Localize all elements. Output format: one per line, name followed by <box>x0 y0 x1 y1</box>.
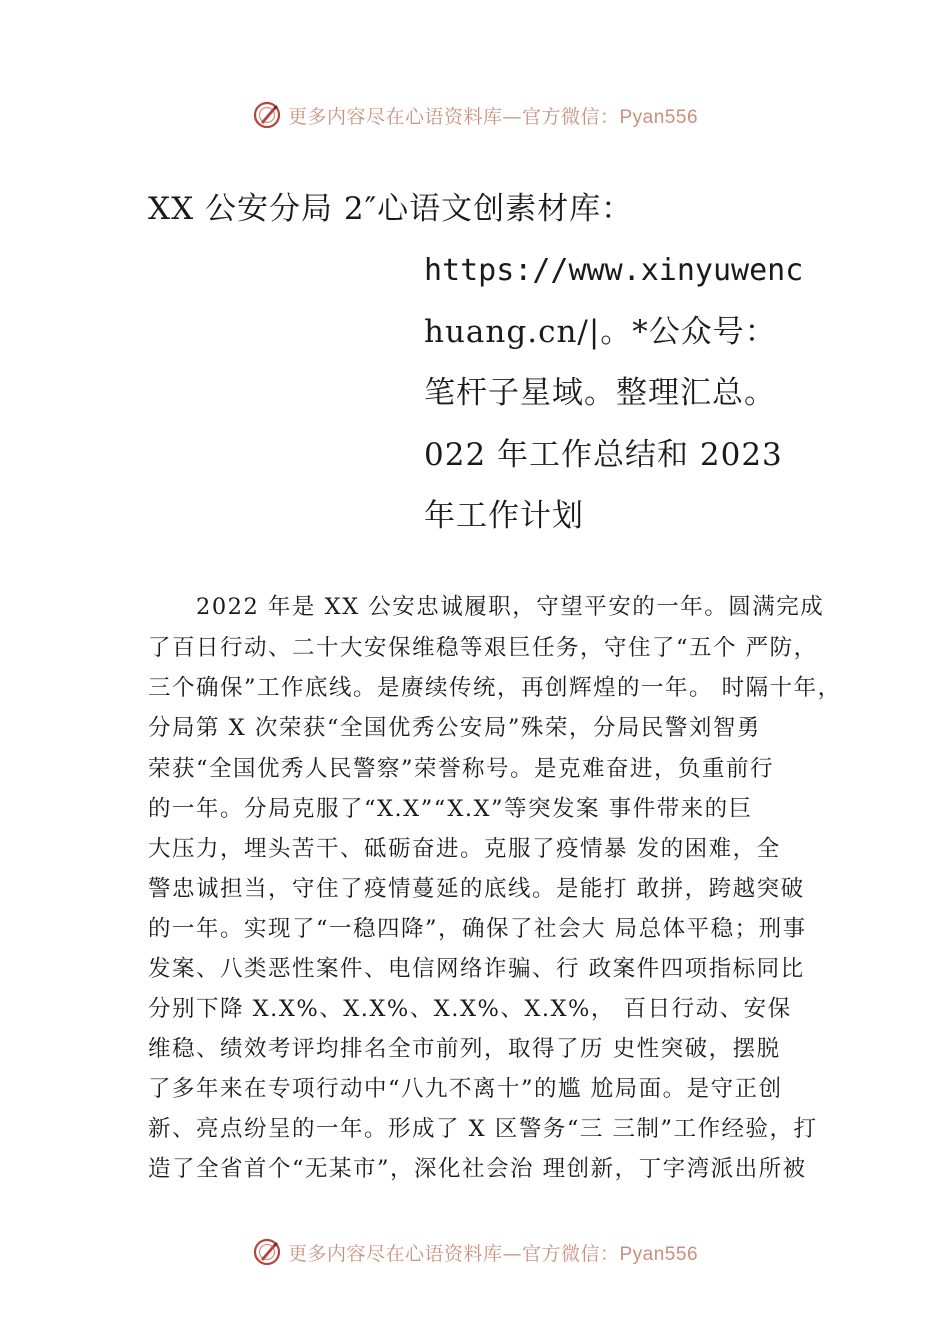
body-line: 造了全省首个“无某市”，深化社会治 理创新，丁字湾派出所被 <box>148 1156 807 1182</box>
title-line-2: https://www.xinyuwenc <box>424 253 804 288</box>
title-line-1: XX 公安分局 2″心语文创素材库： <box>148 191 634 227</box>
body-line: 三个确保”工作底线。是赓续传统，再创辉煌的一年。 时隔十年， <box>148 675 842 701</box>
body-line: 了百日行动、二十大安保维稳等艰巨任务，守住了“五个 严防， <box>148 635 818 661</box>
title-line-5: 022 年工作总结和 2023 <box>424 437 783 473</box>
body-line: 发案、八类恶性案件、电信网络诈骗、行 政案件四项指标同比 <box>148 956 805 982</box>
body-line: 的一年。实现了“一稳四降”，确保了社会大 局总体平稳；刑事 <box>148 916 807 942</box>
body-line: 的一年。分局克服了“X.X”“X.X”等突发案 事件带来的巨 <box>148 796 753 822</box>
pen-logo-icon <box>252 100 282 130</box>
banner-dash: — <box>502 1242 522 1265</box>
body-line: 新、亮点纷呈的一年。形成了 X 区警务“三 三制”工作经验，打 <box>148 1116 818 1142</box>
body-line: 警忠诚担当，守住了疫情蔓延的底线。是能打 敢拼，跨越突破 <box>148 876 805 902</box>
banner-dash: — <box>502 105 522 128</box>
banner-middle: 官方微信： <box>521 105 620 128</box>
body-line: 分局第 X 次荣获“全国优秀公安局”殊荣，分局民警刘智勇 <box>148 715 761 741</box>
banner-prefix: 更多内容尽在心语资料库 <box>287 105 503 128</box>
body-line: 大压力，埋头苦干、砥砺奋进。克服了疫情暴 发的困难，全 <box>148 836 781 862</box>
body-line: 2022 年是 XX 公安忠诚履职，守望平安的一年。圆满完成 <box>196 594 825 620</box>
footer-banner <box>0 1232 950 1272</box>
banner-text <box>288 1239 698 1266</box>
title-line-3: huang.cn/|。*公众号： <box>424 314 777 350</box>
banner-text <box>288 102 698 129</box>
banner-middle: 官方微信： <box>521 1242 620 1265</box>
body-line: 分别下降 X.X%、X.X%、X.X%、X.X%， 百日行动、安保 <box>148 996 792 1022</box>
banner-account: Pyan556 <box>619 1243 699 1265</box>
title-line-4: 笔杆子星域。整理汇总。 <box>424 375 776 411</box>
header-banner <box>0 95 950 135</box>
banner-account: Pyan556 <box>619 106 699 128</box>
pen-logo-icon <box>252 1237 282 1267</box>
body-line: 荣获“全国优秀人民警察”荣誉称号。是克难奋进，负重前行 <box>148 756 775 782</box>
title-line-6: 年工作计划 <box>424 498 584 534</box>
body-line: 维稳、绩效考评均排名全市前列，取得了历 史性突破，摆脱 <box>148 1036 781 1062</box>
banner-prefix: 更多内容尽在心语资料库 <box>287 1242 503 1265</box>
body-line: 了多年来在专项行动中“八九不离十”的尴 尬局面。是守正创 <box>148 1076 783 1102</box>
